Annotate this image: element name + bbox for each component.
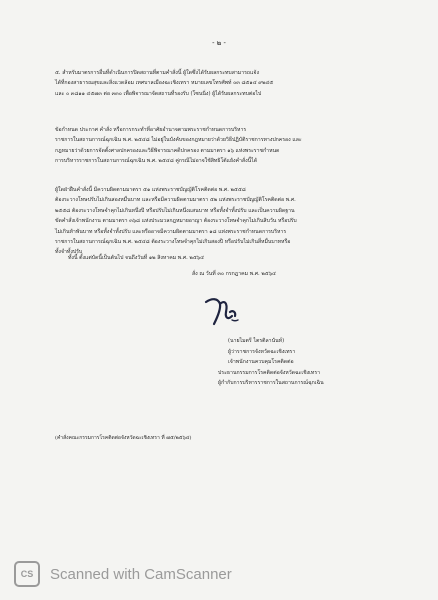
reference-note: (คำสั่งคณะกรรมการโรคติดต่อจังหวัดฉะเชิงเทรา ที่ ๗๕/๒๕๖๔) [55,435,192,441]
effective-period: ทั้งนี้ ตั้งแต่บัดนี้เป็นต้นไป จนถึงวันที่ ๑๒ สิงหาคม พ.ศ. ๒๕๖๔ [68,255,204,261]
signatory-title-disease-officer: เจ้าพนักงานควบคุมโรคติดต่อ [228,359,294,366]
signatory-title-governor: ผู้ว่าราชการจังหวัดฉะเชิงเทรา [228,348,296,355]
signatory-name: (นายไมตรี ไตรติลานันท์) [228,338,285,344]
page-number: - ๒ - [212,39,226,47]
handwritten-signature [202,290,242,330]
signatory-title-emergency-supervisor: ผู้กำกับการบริหารราชการในสถานการณ์ฉุกเฉิน [218,380,324,387]
order-date: สั่ง ณ วันที่ ๓๐ กรกฎาคม พ.ศ. ๒๕๖๔ [192,271,276,277]
paragraph-legal-exemption: ข้อกำหนด ประกาศ คำสั่ง หรือการกระทำที่อาศัยอำนาจตามพระราชกำหนดการบริหาร ราชการในสถานการณ์ฉุกเฉิน พ.ศ. ๒๕๔๘ ไม่อยู่ในบังคับของกฎหมายว่าด้วยวิธีปฏิบัติราชการทางปกครอง และ กฎหมายว่าด้วยการจัดตั้งศาลปกครองและวิธีพิจารณาคดีปกครอง ตามมาตรา ๑๖ แห่งพระราชกำหนด การบริหารราชการในสถานการณ์ฉุกเฉิน พ.ศ. ๒๕๔๘ คู่กรณีไม่อาจใช้สิทธิโต้แย้งคำสั่งนี้ได้ [55,127,302,165]
watermark-text: Scanned with CamScanner [50,565,232,583]
paragraph-5-relocation: ๕. สำหรับมาตรการอื่นที่ดำเนินการปิดสถานที่ตามคำสั่งนี้ ผู้ใดซึ่งได้รับผลกระทบสามารถแจ้ง ได้ที่กองสาธารณสุขและสิ่งแวดล้อม เทศบาลเมืองฉะเชิงเทรา หมายเลขโทรศัพท์ ๐๓ ๘๕๑๔ ๙๒๔๕ และ ๐ ๓๘๑๑ ๔๕๗๓ ต่อ ๓๓๐ เพื่อพิจารณาจัดสถานที่รองรับ (โซนนิ่ง) ผู้ได้รับผลกระทบต่อไป [55,70,274,97]
paragraph-penalties: ผู้ใดฝ่าฝืนคำสั่งนี้ มีความผิดตามมาตรา ๕๑ แห่งพระราชบัญญัติโรคติดต่อ พ.ศ. ๒๕๕๘ ต้องระวางโทษปรับไม่เกินสองหมื่นบาท และหรือมีความผิดตามมาตรา ๕๒ แห่งพระราชบัญญัติโรคติดต่อ พ.ศ. ๒๕๕๘ ต้องระวางโทษจำคุกไม่เกินหนึ่งปี หรือปรับไม่เกินหนึ่งแสนบาท หรือทั้งจำทั้งปรับ และเป็นความผิดฐาน ขัดคำสั่งเจ้าพนักงาน ตามมาตรา ๓๖๘ แห่งประมวลกฎหมายอาญา ต้องระวางโทษจำคุกไม่เกินสิบวัน หรือปรับ ไม่เกินห้าพันบาท หรือทั้งจำทั้งปรับ และหรืออาจมีความผิดตามมาตรา ๑๘ แห่งพระราชกำหนดการบริหาร ราชการในสถานการณ์ฉุกเฉิน พ.ศ. ๒๕๔๘ ต้องระวางโทษจำคุกไม่เกินสองปี หรือปรับไม่เกินสี่หมื่นบาทหรือ ทั้งจำทั้งปรับ [55,187,297,256]
signatory-title-committee-chair: ประธานกรรมการโรคติดต่อจังหวัดฉะเชิงเทรา [218,369,321,376]
camscanner-logo-icon: CS [14,561,40,587]
scanner-watermark [0,548,438,600]
signature-block [218,336,324,389]
